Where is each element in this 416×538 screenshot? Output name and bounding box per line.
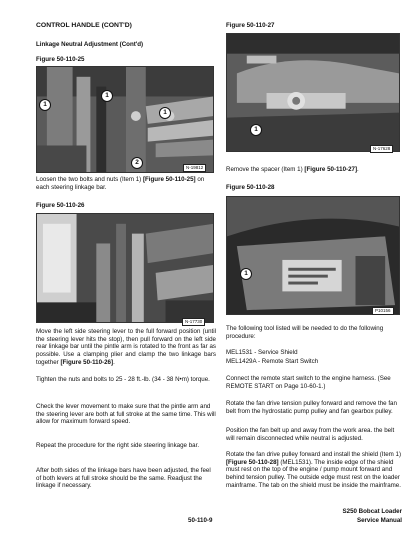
figure-photo-25 xyxy=(36,66,214,173)
paragraph-rotate-fan: Rotate the fan drive tension pulley forward and remove the fan belt from the hydrostatic pump pulley and fan gearbox pulley. xyxy=(226,400,397,415)
paragraph-loosen-bolts: Loosen the two bolts and nuts (Item 1) [Figure 50-110-25] on each steering linkage bar. xyxy=(36,176,205,191)
figure-photo-26 xyxy=(36,213,214,323)
tool-service-shield: MEL1531 - Service Shield xyxy=(226,349,298,356)
section-title: CONTROL HANDLE (CONT'D) xyxy=(36,22,132,29)
callout-item-1a: 1 xyxy=(39,99,51,111)
footer-manual: Service Manual xyxy=(356,517,402,524)
callout-item-1-fig28: 1 xyxy=(240,268,252,280)
paragraph-move-lever: Move the left side steering lever to the full forward position (until the steering lever hits the stop), then pull forward on the left side rear linkage bar until the pintle arm is rotated to the front as far as possible. Use a clamping plier and clamp the two linkage bars together [Figure 50-110-26]. xyxy=(36,328,216,366)
callout-item-1b: 1 xyxy=(101,90,113,102)
paragraph-tool-needed: The following tool listed will be needed to do the following procedure: xyxy=(226,325,384,340)
paragraph-check-movement: Check the lever movement to make sure that the pintle arm and the steering lever are both at full stroke at the same time. This will allow for maximum forward speed. xyxy=(36,403,216,426)
paragraph-repeat: Repeat the procedure for the right side steering linkage bar. xyxy=(36,442,200,449)
paragraph-after-both: After both sides of the linkage bars have been adjusted, the feel of both levers at full stroke should be the same. Readjust the linkage if necessary. xyxy=(36,467,211,490)
figure-ref-28: P10156 xyxy=(372,307,394,315)
paragraph-position-belt: Position the fan belt up and away from the work area. the belt will remain disconnected while neutral is adjusted. xyxy=(226,427,395,442)
figure-ref-25: N-19812 xyxy=(183,164,206,172)
footer-model: S250 Bobcat Loader xyxy=(342,508,402,515)
figure-ref-26: N-17730 xyxy=(182,318,205,326)
figure-label-28: Figure 50-110-28 xyxy=(226,184,275,191)
callout-item-1c: 1 xyxy=(159,107,171,119)
figure-label-25: Figure 50-110-25 xyxy=(36,56,85,63)
subsection-title: Linkage Neutral Adjustment (Cont'd) xyxy=(36,41,144,48)
callout-item-1-fig27: 1 xyxy=(250,124,262,136)
figure-photo-28 xyxy=(226,196,400,315)
figure-label-26: Figure 50-110-26 xyxy=(36,202,85,209)
paragraph-install-shield: Rotate the fan drive pulley forward and install the shield (Item 1) [Figure 50-110-28] (MEL1531). The inside edge of the shield must rest on the top of the engine / pump mount forward and behind tension pulley. The outside edge must rest on the loader mainframe. The tab on the shield must be inside the mainframe. xyxy=(226,451,402,489)
paragraph-connect-switch: Connect the remote start switch to the engine harness. (See REMOTE START on Page 10-60-1.) xyxy=(226,375,391,390)
callout-item-2: 2 xyxy=(131,157,143,169)
paragraph-remove-spacer: Remove the spacer (Item 1) [Figure 50-110-27]. xyxy=(226,166,359,173)
footer-page-number: 50-110-9 xyxy=(188,517,213,524)
figure-ref-27: N-17628 xyxy=(370,145,393,153)
tool-remote-start-switch: MEL1429A - Remote Start Switch xyxy=(226,358,319,365)
paragraph-tighten: Tighten the nuts and bolts to 25 - 28 ft.-lb. (34 - 38 N•m) torque. xyxy=(36,376,210,383)
figure-label-27: Figure 50-110-27 xyxy=(226,22,275,29)
